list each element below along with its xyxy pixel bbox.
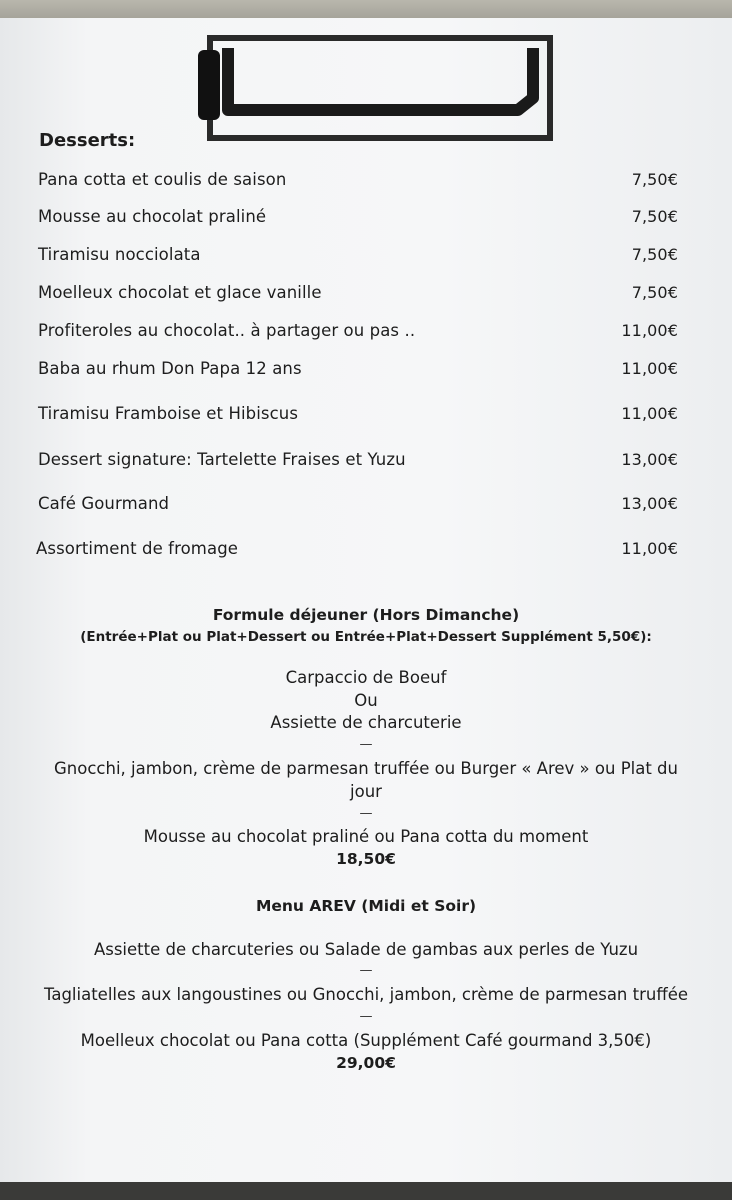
dish-name: Assortiment de fromage	[36, 538, 239, 558]
separator: —	[359, 963, 373, 978]
list-item	[38, 490, 678, 516]
separator: —	[359, 737, 373, 752]
list-item	[38, 203, 678, 229]
dish-name: Baba au rhum Don Papa 12 ans	[38, 358, 302, 378]
dish-name: Pana cotta et coulis de saison	[38, 169, 287, 189]
dish-price: 13,00€	[621, 493, 678, 513]
formule-title: Formule déjeuner (Hors Dimanche)	[212, 606, 520, 624]
list-item	[38, 279, 678, 305]
dish-price: 7,50€	[631, 169, 678, 189]
menu-arev-title: Menu AREV (Midi et Soir)	[255, 897, 477, 915]
menu-arev-price: 29,00€	[336, 1054, 396, 1072]
dish-price: 11,00€	[621, 358, 678, 378]
dish-name: Mousse au chocolat praliné	[38, 206, 267, 226]
list-item	[38, 400, 678, 426]
dish-name: Moelleux chocolat et glace vanille	[38, 282, 322, 302]
formule-plat-line-1: Gnocchi, jambon, crème de parmesan truffée ou Burger « Arev » ou Plat du	[54, 759, 678, 778]
menu-arev-entree: Assiette de charcuteries ou Salade de gambas aux perles de Yuzu	[93, 940, 639, 959]
dish-price: 7,50€	[631, 282, 678, 302]
dish-price: 7,50€	[631, 206, 678, 226]
list-item	[38, 355, 678, 381]
formule-dessert: Mousse au chocolat praliné ou Pana cotta du moment	[143, 827, 589, 846]
separator: —	[359, 1009, 373, 1024]
list-item	[38, 317, 678, 343]
separator: —	[359, 806, 373, 821]
dish-name: Café Gourmand	[38, 493, 170, 513]
formule-plat-line-2: jour	[350, 782, 382, 801]
dish-price: 11,00€	[621, 538, 678, 558]
formule-price: 18,50€	[336, 850, 396, 868]
dish-price: 11,00€	[621, 403, 678, 423]
clipboard-clip-icon	[188, 18, 558, 148]
menu-page	[0, 18, 732, 1182]
dish-name: Profiteroles au chocolat.. à partager ou pas ..	[38, 320, 416, 340]
dish-price: 13,00€	[621, 449, 678, 469]
formule-entree-2: Assiette de charcuterie	[270, 713, 462, 732]
dish-price: 7,50€	[631, 244, 678, 264]
menu-arev-plat: Tagliatelles aux langoustines ou Gnocchi, jambon, crème de parmesan truffée	[43, 985, 689, 1004]
formule-entree-1: Carpaccio de Boeuf	[285, 668, 447, 687]
formule-entree-or: Ou	[354, 691, 378, 710]
menu-arev-dessert: Moelleux chocolat ou Pana cotta (Supplément Café gourmand 3,50€)	[80, 1031, 652, 1050]
list-item	[38, 446, 678, 472]
dish-name: Tiramisu nocciolata	[38, 244, 201, 264]
dish-price: 11,00€	[621, 320, 678, 340]
dish-name: Dessert signature: Tartelette Fraises et Yuzu	[38, 449, 406, 469]
list-item	[38, 241, 678, 267]
dish-name: Tiramisu Framboise et Hibiscus	[38, 403, 299, 423]
list-item	[38, 166, 678, 192]
list-item	[36, 535, 678, 561]
desserts-title: Desserts:	[39, 130, 136, 151]
formule-subtitle: (Entrée+Plat ou Plat+Dessert ou Entrée+Plat+Dessert Supplément 5,50€):	[80, 629, 652, 645]
